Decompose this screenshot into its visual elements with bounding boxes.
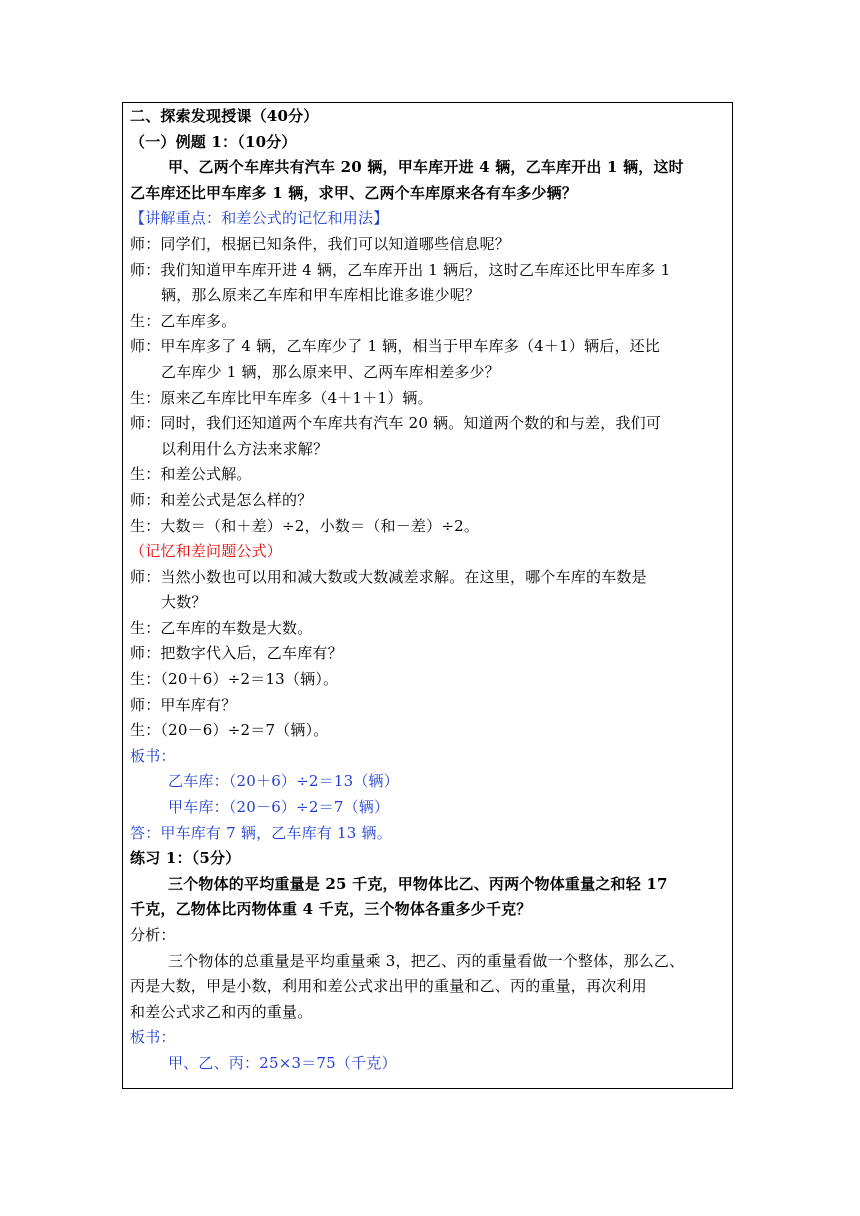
board-heading: 板书： [130, 1028, 176, 1047]
dialogue-line-continued: 大数？ [161, 593, 207, 612]
board-heading: 板书： [130, 746, 176, 765]
dialogue-line: 生：乙车库多。 [130, 311, 237, 330]
teaching-focus: 【讲解重点：和差公式的记忆和用法】 [130, 209, 389, 228]
dialogue-line: 师：同学们，根据已知条件，我们可以知道哪些信息呢？ [130, 234, 511, 253]
example-problem-line-2: 乙车库还比甲车库多 1 辆，求甲、乙两个车库原来各有车多少辆？ [130, 183, 578, 202]
formula-memory-note: （记忆和差问题公式） [130, 542, 283, 561]
dialogue-line: 生：大数＝（和＋差）÷2，小数＝（和－差）÷2。 [130, 516, 480, 535]
exercise-problem-line-1: 三个物体的平均重量是 25 千克，甲物体比乙、丙两个物体重量之和轻 17 [168, 874, 668, 893]
board-line: 乙车库：（20＋6）÷2＝13（辆） [168, 772, 399, 791]
analysis-line: 丙是大数，甲是小数，利用和差公式求出甲的重量和乙、丙的重量，再次利用 [130, 977, 647, 996]
dialogue-line-continued: 辆，那么原来乙车库和甲车库相比谁多谁少呢？ [161, 286, 481, 305]
dialogue-line: 师：同时，我们还知道两个车库共有汽车 20 辆。知道两个数的和与差，我们可 [130, 414, 662, 433]
dialogue-line: 生：乙车库的车数是大数。 [130, 618, 313, 637]
answer-line: 答：甲车库有 7 辆，乙车库有 13 辆。 [130, 823, 392, 842]
exercise-heading: 练习 1：（5分） [130, 849, 241, 868]
analysis-line: 和差公式求乙和丙的重量。 [130, 1002, 313, 1021]
dialogue-line: 师：当然小数也可以用和减大数或大数减差求解。在这里，哪个车库的车数是 [130, 567, 647, 586]
board-line: 甲车库：（20－6）÷2＝7（辆） [168, 798, 390, 817]
analysis-line: 三个物体的总重量是平均重量乘 3，把乙、丙的重量看做一个整体，那么乙、 [168, 951, 685, 970]
exercise-problem-line-2: 千克，乙物体比丙物体重 4 千克，三个物体各重多少千克？ [130, 900, 532, 919]
lesson-content [130, 104, 730, 1077]
dialogue-line: 师：我们知道甲车库开进 4 辆，乙车库开出 1 辆后，这时乙车库还比甲车库多 1 [130, 260, 671, 279]
dialogue-line: 师：甲车库有？ [130, 695, 237, 714]
example-problem-line-1: 甲、乙两个车库共有汽车 20 辆，甲车库开进 4 辆，乙车库开出 1 辆，这时 [168, 158, 684, 177]
dialogue-line-continued: 乙车库少 1 辆，那么原来甲、乙两车库相差多少？ [161, 362, 500, 381]
dialogue-line: 生：（20－6）÷2＝7（辆）。 [130, 721, 329, 740]
board-line: 甲、乙、丙：25×3＝75（千克） [168, 1053, 397, 1072]
dialogue-line: 师：甲车库多了 4 辆，乙车库少了 1 辆，相当于甲车库多（4＋1）辆后，还比 [130, 337, 661, 356]
analysis-heading: 分析： [130, 926, 176, 944]
dialogue-line: 师：把数字代入后，乙车库有？ [130, 644, 343, 663]
example-heading: （一）例题 1：（10分） [130, 132, 297, 151]
dialogue-line: 生：（20＋6）÷2＝13（辆）。 [130, 670, 339, 689]
dialogue-line-continued: 以利用什么方法来求解？ [161, 439, 329, 458]
dialogue-line: 生：和差公式解。 [130, 465, 252, 484]
dialogue-line: 生：原来乙车库比甲车库多（4＋1＋1）辆。 [130, 388, 433, 407]
section-heading: 二、探索发现授课（40分） [130, 107, 319, 125]
dialogue-line: 师：和差公式是怎么样的？ [130, 490, 313, 509]
